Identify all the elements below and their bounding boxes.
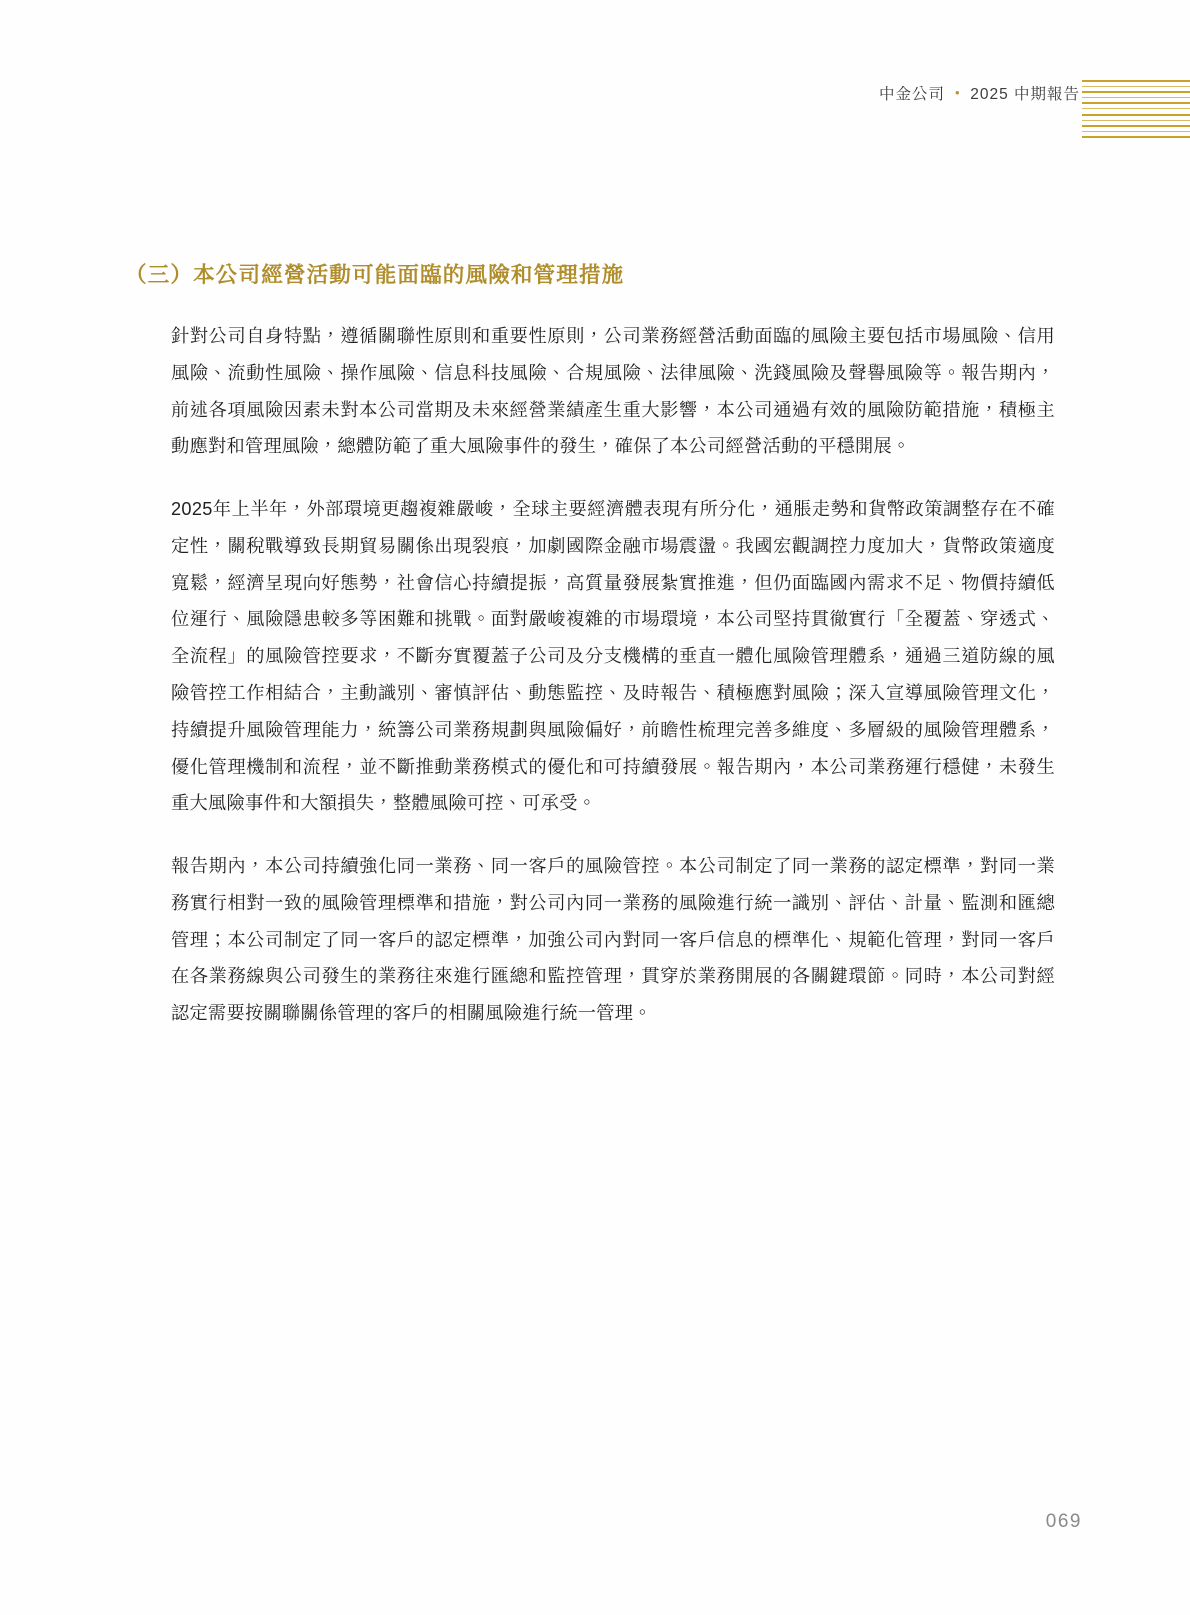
section-heading: （三）本公司經營活動可能面臨的風險和管理措施 [125, 263, 625, 287]
corner-stripe-decoration [1082, 80, 1190, 138]
stripe-line [1082, 86, 1190, 87]
stripe-line [1082, 136, 1190, 138]
stripe-line [1082, 97, 1190, 98]
body-paragraph-2: 2025年上半年，外部環境更趨複雜嚴峻，全球主要經濟體表現有所分化，通脹走勢和貨幣政策調整存在不確定性，關稅戰導致長期貿易關係出現裂痕，加劇國際金融市場震盪。我國宏觀調控力度加大，貨幣政策適度寬鬆，經濟呈現向好態勢，社會信心持續提振，高質量發展紮實推進，但仍面臨國內需求不足、物價持續低位運行、風險隱患較多等困難和挑戰。面對嚴峻複雜的市場環境，本公司堅持貫徹實行「全覆蓋、穿透式、全流程」的風險管控要求，不斷夯實覆蓋子公司及分支機構的垂直一體化風險管理體系，通過三道防線的風險管控工作相結合，主動識別、審慎評估、動態監控、及時報告、積極應對風險；深入宣導風險管理文化，持續提升風險管理能力，統籌公司業務規劃與風險偏好，前瞻性梳理完善多維度、多層級的風險管理體系，優化管理機制和流程，並不斷推動業務模式的優化和可持續發展。報告期內，本公司業務運行穩健，未發生重大風險事件和大額損失，整體風險可控、可承受。 [171, 499, 1055, 814]
page-content [125, 260, 1055, 1032]
stripe-line [1082, 102, 1190, 104]
stripe-line [1082, 120, 1190, 121]
stripe-line [1082, 80, 1190, 82]
body-paragraph-3: 報告期內，本公司持續強化同一業務、同一客戶的風險管控。本公司制定了同一業務的認定標準，對同一業務實行相對一致的風險管理標準和措施，對公司內同一業務的風險進行統一識別、評估、計量、監測和匯總管理；本公司制定了同一客戶的認定標準，加強公司內對同一客戶信息的標準化、規範化管理，對同一客戶在各業務線與公司發生的業務往來進行匯總和監控管理，貫穿於業務開展的各關鍵環節。同時，本公司對經認定需要按關聯關係管理的客戶的相關風險進行統一管理。 [171, 856, 1055, 1024]
stripe-line [1082, 114, 1190, 116]
header-report-title: 2025 中期報告 [970, 86, 1080, 103]
stripe-line [1082, 108, 1190, 109]
header-company-name: 中金公司 [879, 86, 946, 103]
header-separator-dot: • [955, 84, 961, 100]
running-header [879, 82, 1080, 104]
stripe-line [1082, 125, 1190, 127]
body-paragraph-1: 針對公司自身特點，遵循關聯性原則和重要性原則，公司業務經營活動面臨的風險主要包括市場風險、信用風險、流動性風險、操作風險、信息科技風險、合規風險、法律風險、洗錢風險及聲譽風險等。報告期內，前述各項風險因素未對本公司當期及未來經營業績產生重大影響，本公司通過有效的風險防範措施，積極主動應對和管理風險，總體防範了重大風險事件的發生，確保了本公司經營活動的平穩開展。 [171, 326, 1055, 457]
stripe-line [1082, 91, 1190, 93]
page-number: 069 [1045, 1511, 1082, 1532]
stripe-line [1082, 131, 1190, 132]
